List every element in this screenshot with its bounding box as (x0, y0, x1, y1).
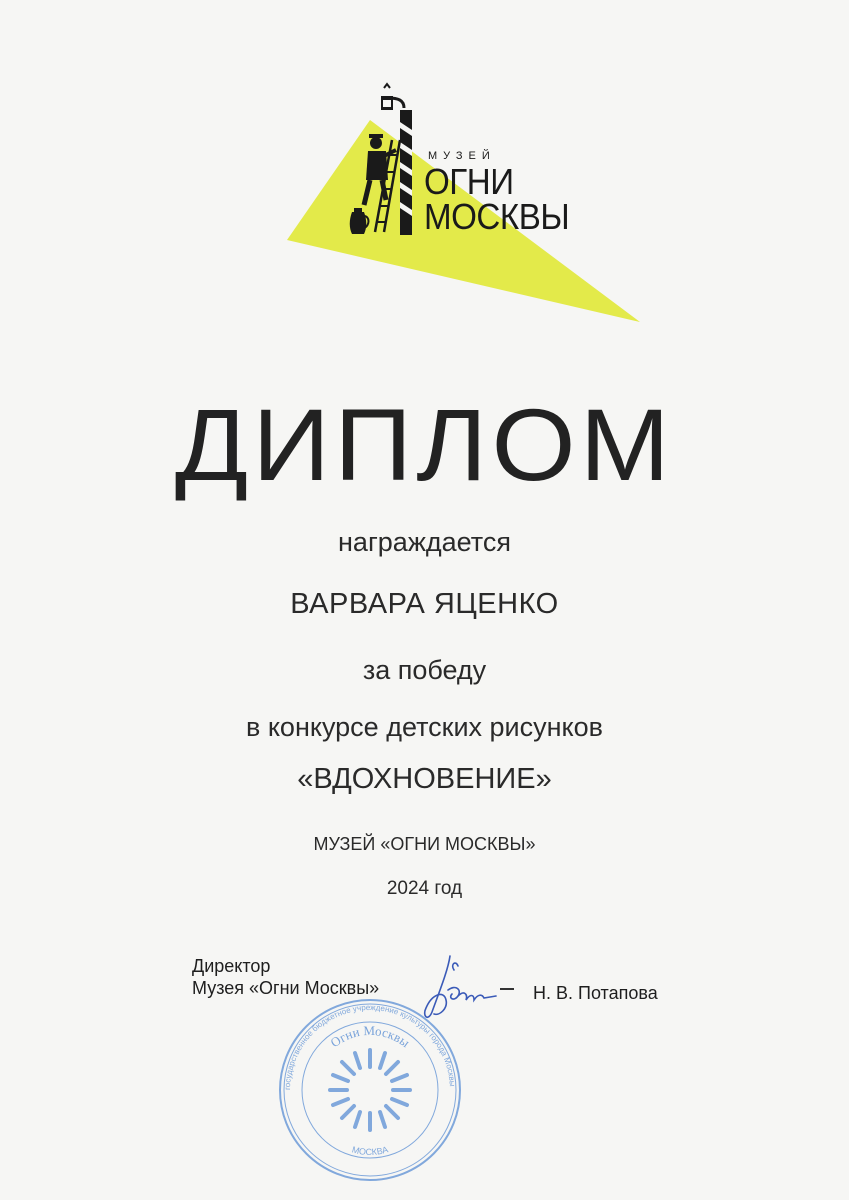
contest-text: в конкурсе детских рисунков (245, 712, 604, 742)
organizer-text: МУЗЕЙ «ОГНИ МОСКВЫ» (313, 834, 536, 854)
signatory-name: Н. В. Потапова (533, 983, 658, 1003)
role-line-1: Директор (192, 956, 271, 976)
reason-text: за победу (362, 655, 487, 685)
svg-text:МОСКВА (351, 1144, 389, 1157)
museum-logo (0, 0, 849, 340)
role-line-2: Музея «Огни Москвы» (192, 978, 380, 998)
recipient-name: ВАРВАРА ЯЦЕНКО (290, 588, 559, 620)
stamp-outer-text: государственное бюджетное учреждение культуры города Москвы (282, 1002, 457, 1091)
awarded-text: награждается (338, 527, 511, 557)
stamp-inner-text: Огни Москвы (327, 1022, 413, 1051)
sun-rays-icon (330, 1050, 410, 1130)
logo-small-text: МУЗЕЙ (428, 150, 496, 162)
logo-line-1: ОГНИ (424, 161, 514, 202)
contest-name: «ВДОХНОВЕНИЕ» (297, 763, 552, 795)
signature-dash (500, 988, 514, 990)
diploma-title: ДИПЛОМ (174, 388, 675, 502)
year-text: 2024 год (386, 878, 463, 899)
logo-line-2: МОСКВЫ (424, 196, 570, 237)
handwritten-signature (400, 950, 500, 1030)
signatory-role (192, 955, 379, 999)
stamp-bottom-text: МОСКВА (350, 1144, 390, 1158)
